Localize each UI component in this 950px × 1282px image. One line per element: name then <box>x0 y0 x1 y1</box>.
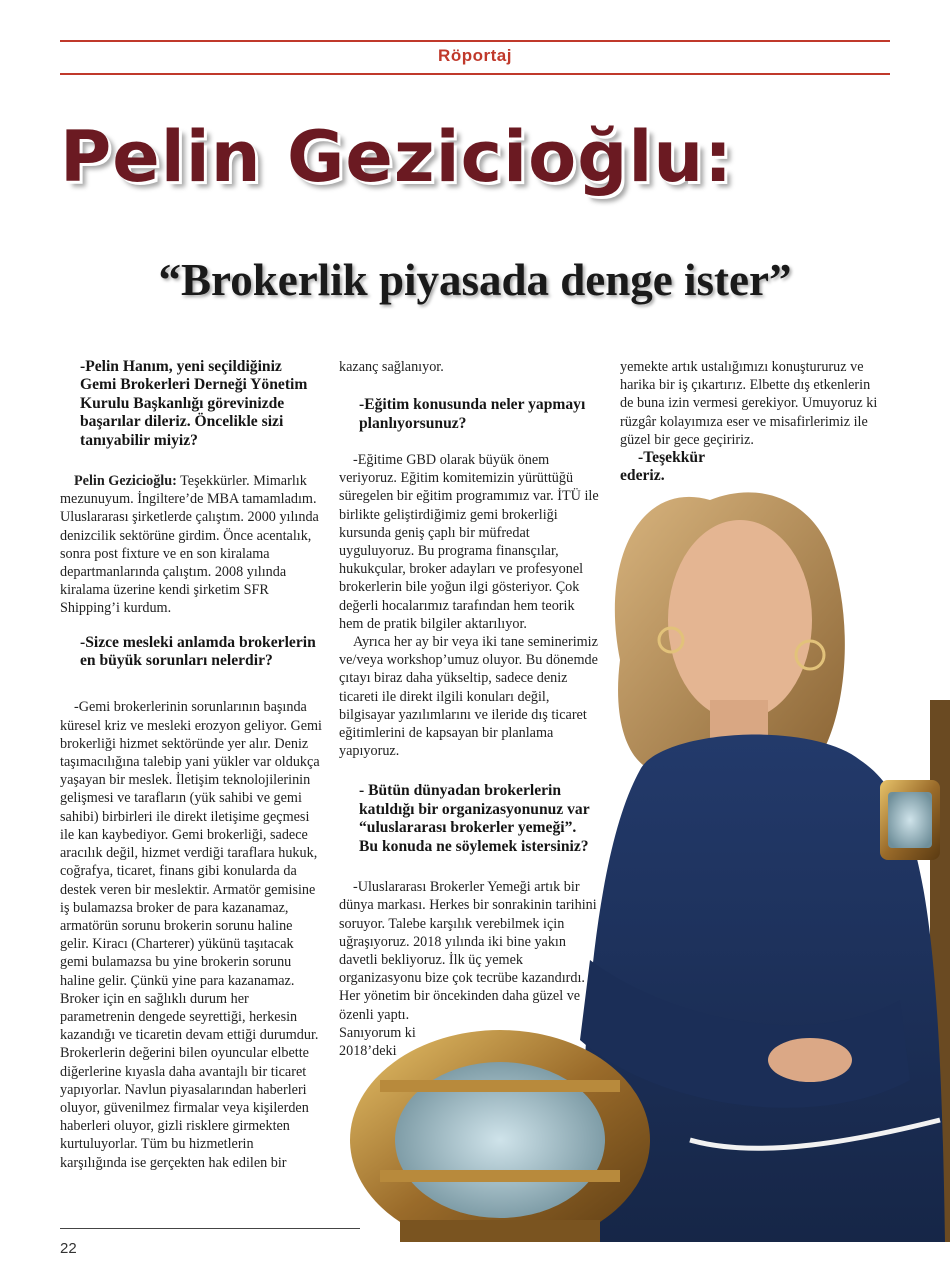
brass-lamp <box>350 1030 650 1242</box>
header-rule-top <box>60 40 890 42</box>
face <box>668 520 812 720</box>
column-3 <box>620 358 882 486</box>
answer-4-continued: yemekte artık ustalığımızı konuştururuz ve harika bir iş çıkartırız. Elbette dış etkenlerin de buna izin vermesi gerekiyor. Umuyoruz ki rüzgâr kolayımıza eser ve misafirlerimiz ile güzel bir gece geçiririz. <box>620 359 878 448</box>
answer-4-tail-2: 2018’deki <box>339 1042 397 1059</box>
answer-1-speaker: Pelin Gezicioğlu: <box>74 473 177 490</box>
column-1 <box>60 358 322 1172</box>
answer-2-continued: kazanç sağlanıyor. <box>339 359 444 375</box>
page-number: 22 <box>60 1240 77 1257</box>
hand <box>768 1038 852 1082</box>
answer-4: -Uluslararası Brokerler Yemeği artık bir dünya markası. Herkes bir sonrakinin tarihini soruyor. Talebe karşılık verebilmek için uğraşıyoruz. 2018 yılında iki bine yakın davetli bekliyoruz. İlk üç yemek organizasyonu bize çok tecrübe kazandırdı. Her yönetim bir öncekinden daha güzel ve özenli yaptı. <box>339 879 597 1023</box>
subheadline: “Brokerlik piyasada denge ister” <box>158 255 792 305</box>
closing-thanks: -Teşekkür <box>638 449 706 467</box>
answer-3-paragraph-1: -Eğitime GBD olarak büyük önem veriyoruz. Eğitim komitemizin yürüttüğü süregelen bir eğitim programımız var. İTÜ ile birlikte geliştirdiğimiz gemi brokerliği kursunda geniş çaplı bir müfredat uyguluyoruz. Bu programa finansçılar, hukukçular, broker adayları ve profesyonel brokerlerin bile yoğun ilgi gösteriyor. Çok değerli hocalarımız tarafından hem teorik hem de pratik bilgiler aktarılıyor. <box>339 452 599 632</box>
answer-2: -Gemi brokerlerinin sorunlarının başında küresel kriz ve mesleki erozyon geliyor. Gemi brokerliği hizmet sektöründe yer alır. Deniz taşımacılığına talebip yani yükler var oldukça yaşayan bir meslek. İletişim teknolojilerinin gelişmesi ve tarafların (yük sahibi ve gemi sahibi) birbirleri ile direkt iletişime geçmesi ile kan kaybediyor. Gemi brokerliği, sadece aracılık değil, hizmet verdiği taraflara hukuk, coğrafya, ticaret, finans gibi konularda da destek veren bir meslektir. Armatör gemisine iş bulamazsa broker de para kazanamaz, armatörün sorunu brokerin sorunu haline gelir. Kiracı (Charterer) yükünü taşıtacak gemi bulamazsa bu yine brokerin sorunu haline gelir. Çünkü yine para kazanamaz. Broker için en sağlıklı durum her parametrenin dengede seyrettiği, herkesin kazandığı ve ticaretin devam ettiği durumdur. Brokerlerin değerini bilen oyuncular elbette diğerlerine kıyasla daha avantajlı bir ticaret yapıyorlar. Navlun piyasalarından haberleri oluyor, güvenilmez firmalar veya kişilerden haberleri oluyor, gizli risklere girmekten kurtuluyorlar. Tüm bu hizmetlerin karşılığında ise gerçekten hak edilen bir <box>60 699 322 1171</box>
headline: Pelin Gezicioğlu: <box>60 116 734 198</box>
lantern <box>880 780 940 860</box>
closing-thanks-end: ederiz. <box>620 467 665 485</box>
footer-rule <box>60 1228 360 1229</box>
section-label: Röportaj <box>438 46 512 65</box>
question-2: -Sizce mesleki anlamda brokerlerin en büyük sorunları nelerdir? <box>80 633 316 670</box>
answer-4-tail-1: Sanıyorum ki <box>339 1024 416 1041</box>
question-1: -Pelin Hanım, yeni seçildiğiniz Gemi Brokerleri Derneği Yönetim Kurulu Başkanlığı görevinizde başarılar dileriz. Öncelikle sizi tanıyabilir miyiz? <box>80 358 308 449</box>
answer-1 <box>60 472 322 618</box>
answer-1-text: Teşekkürler. Mimarlık mezunuyum. İngiltere’de MBA tamamladım. Uluslararası şirketlerde çalıştım. 2000 yılında denizcilik sektörüne girdim. Önce acentalık, sonra post fixture ve en son kiralama departmanlarında çalıştım. 2008 yılında kiralama üzerine kendi şirketim SFR Shipping’i kurdum. <box>60 473 319 617</box>
question-3: -Eğitim konusunda neler yapmayı planlıyorsunuz? <box>359 396 586 432</box>
header-rule-bottom <box>60 73 890 75</box>
question-4: - Bütün dünyadan brokerlerin katıldığı bir organizasyonunuz var “uluslararası brokerler yemeği”. Bu konuda ne söylemek istersiniz? <box>359 782 590 855</box>
column-2 <box>339 358 599 1060</box>
answer-3-paragraph-2: Ayrıca her ay bir veya iki tane seminerimiz ve/veya workshop’umuz oluyor. Bu dönemde çıtayı biraz daha yükseltip, sadece deniz ticareti ile direkt ilgili konuları değil, bilgisayar yazılımlarını ve ileride dış ticaret eğitimlerini de kapsayan bir planlama yapıyoruz. <box>339 634 598 760</box>
